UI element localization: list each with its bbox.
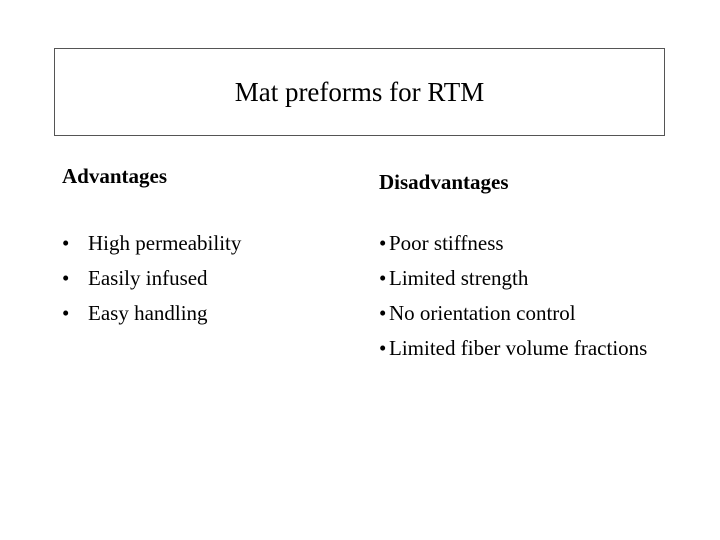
bullet-icon: • — [62, 231, 70, 255]
bullet-icon: • — [379, 231, 387, 255]
disadvantages-heading: Disadvantages — [379, 170, 509, 194]
disadvantages-list — [379, 226, 647, 366]
bullet-icon: • — [62, 266, 70, 290]
advantages-heading: Advantages — [62, 164, 168, 188]
advantages-list-item — [62, 226, 241, 261]
disadvantages-list-item — [379, 331, 647, 366]
disadvantage-text: Limited fiber volume fractions — [389, 336, 648, 360]
disadvantage-text: No orientation control — [389, 301, 576, 325]
advantage-text: Easily infused — [88, 266, 208, 290]
disadvantage-text: Poor stiffness — [389, 231, 504, 255]
bullet-icon: • — [379, 301, 387, 325]
bullet-icon: • — [379, 336, 387, 360]
title-box — [54, 48, 665, 136]
disadvantages-list-item — [379, 296, 647, 331]
advantage-text: High permeability — [88, 231, 242, 255]
slide-title: Mat preforms for RTM — [234, 76, 485, 107]
disadvantages-list-item — [379, 226, 647, 261]
advantages-list-item — [62, 261, 241, 296]
bullet-icon: • — [62, 301, 70, 325]
bullet-icon: • — [379, 266, 387, 290]
disadvantages-list-item — [379, 261, 647, 296]
advantages-list — [62, 226, 241, 331]
advantages-list-item — [62, 296, 241, 331]
advantage-text: Easy handling — [88, 301, 208, 325]
disadvantage-text: Limited strength — [389, 266, 529, 290]
